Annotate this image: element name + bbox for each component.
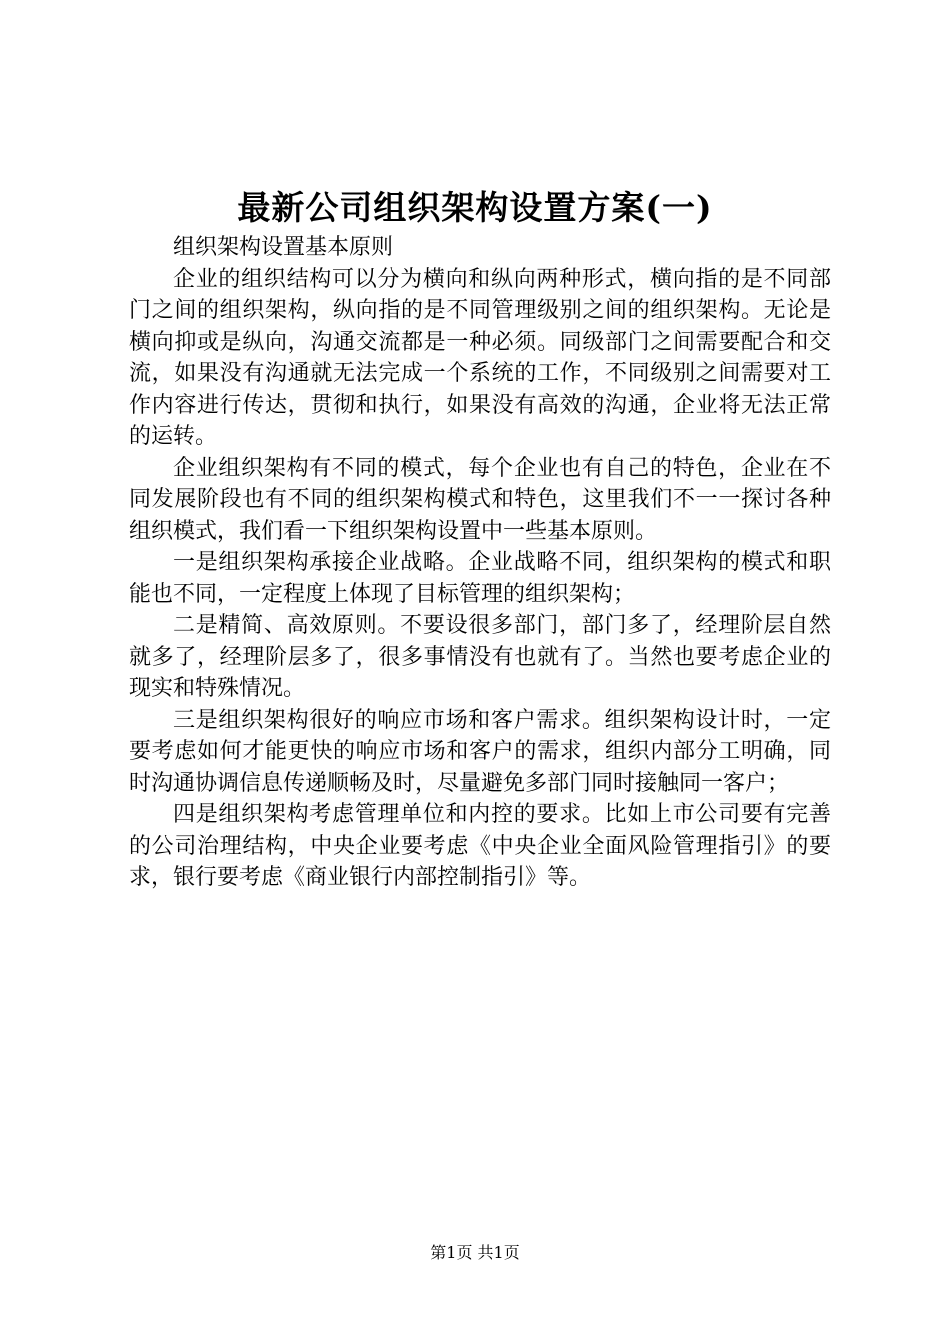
document-body [129, 232, 831, 894]
paragraph: 企业组织架构有不同的模式，每个企业也有自己的特色，企业在不同发展阶段也有不同的组织架构模式和特色，这里我们不一一探讨各种组织模式，我们看一下组织架构设置中一些基本原则。 [129, 455, 831, 544]
paragraph: 二是精简、高效原则。不要设很多部门，部门多了，经理阶层自然就多了，经理阶层多了，很多事情没有也就有了。当然也要考虑企业的现实和特殊情况。 [129, 613, 831, 701]
paragraph: 一是组织架构承接企业战略。企业战略不同，组织架构的模式和职能也不同，一定程度上体现了目标管理的组织架构； [129, 550, 831, 607]
section-heading: 组织架构设置基本原则 [173, 235, 394, 260]
paragraph: 三是组织架构很好的响应市场和客户需求。组织架构设计时，一定要考虑如何才能更快的响应市场和客户的需求，组织内部分工明确，同时沟通协调信息传递顺畅及时，尽量避免多部门同时接触同一客户； [129, 707, 831, 796]
document-title: 最新公司组织架构设置方案(一) [237, 188, 713, 227]
paragraph: 企业的组织结构可以分为横向和纵向两种形式，横向指的是不同部门之间的组织架构，纵向指的是不同管理级别之间的组织架构。无论是横向抑或是纵向，沟通交流都是一种必须。同级部门之间需要配合和交流，如果没有沟通就无法完成一个系统的工作，不同级别之间需要对工作内容进行传达，贯彻和执行，如果没有高效的沟通，企业将无法正常的运转。 [129, 266, 831, 449]
page-footer: 第1页 共1页 [430, 1243, 520, 1262]
paragraph: 四是组织架构考虑管理单位和内控的要求。比如上市公司要有完善的公司治理结构，中央企业要考虑《中央企业全面风险管理指引》的要求，银行要考虑《商业银行内部控制指引》等。 [129, 802, 831, 890]
